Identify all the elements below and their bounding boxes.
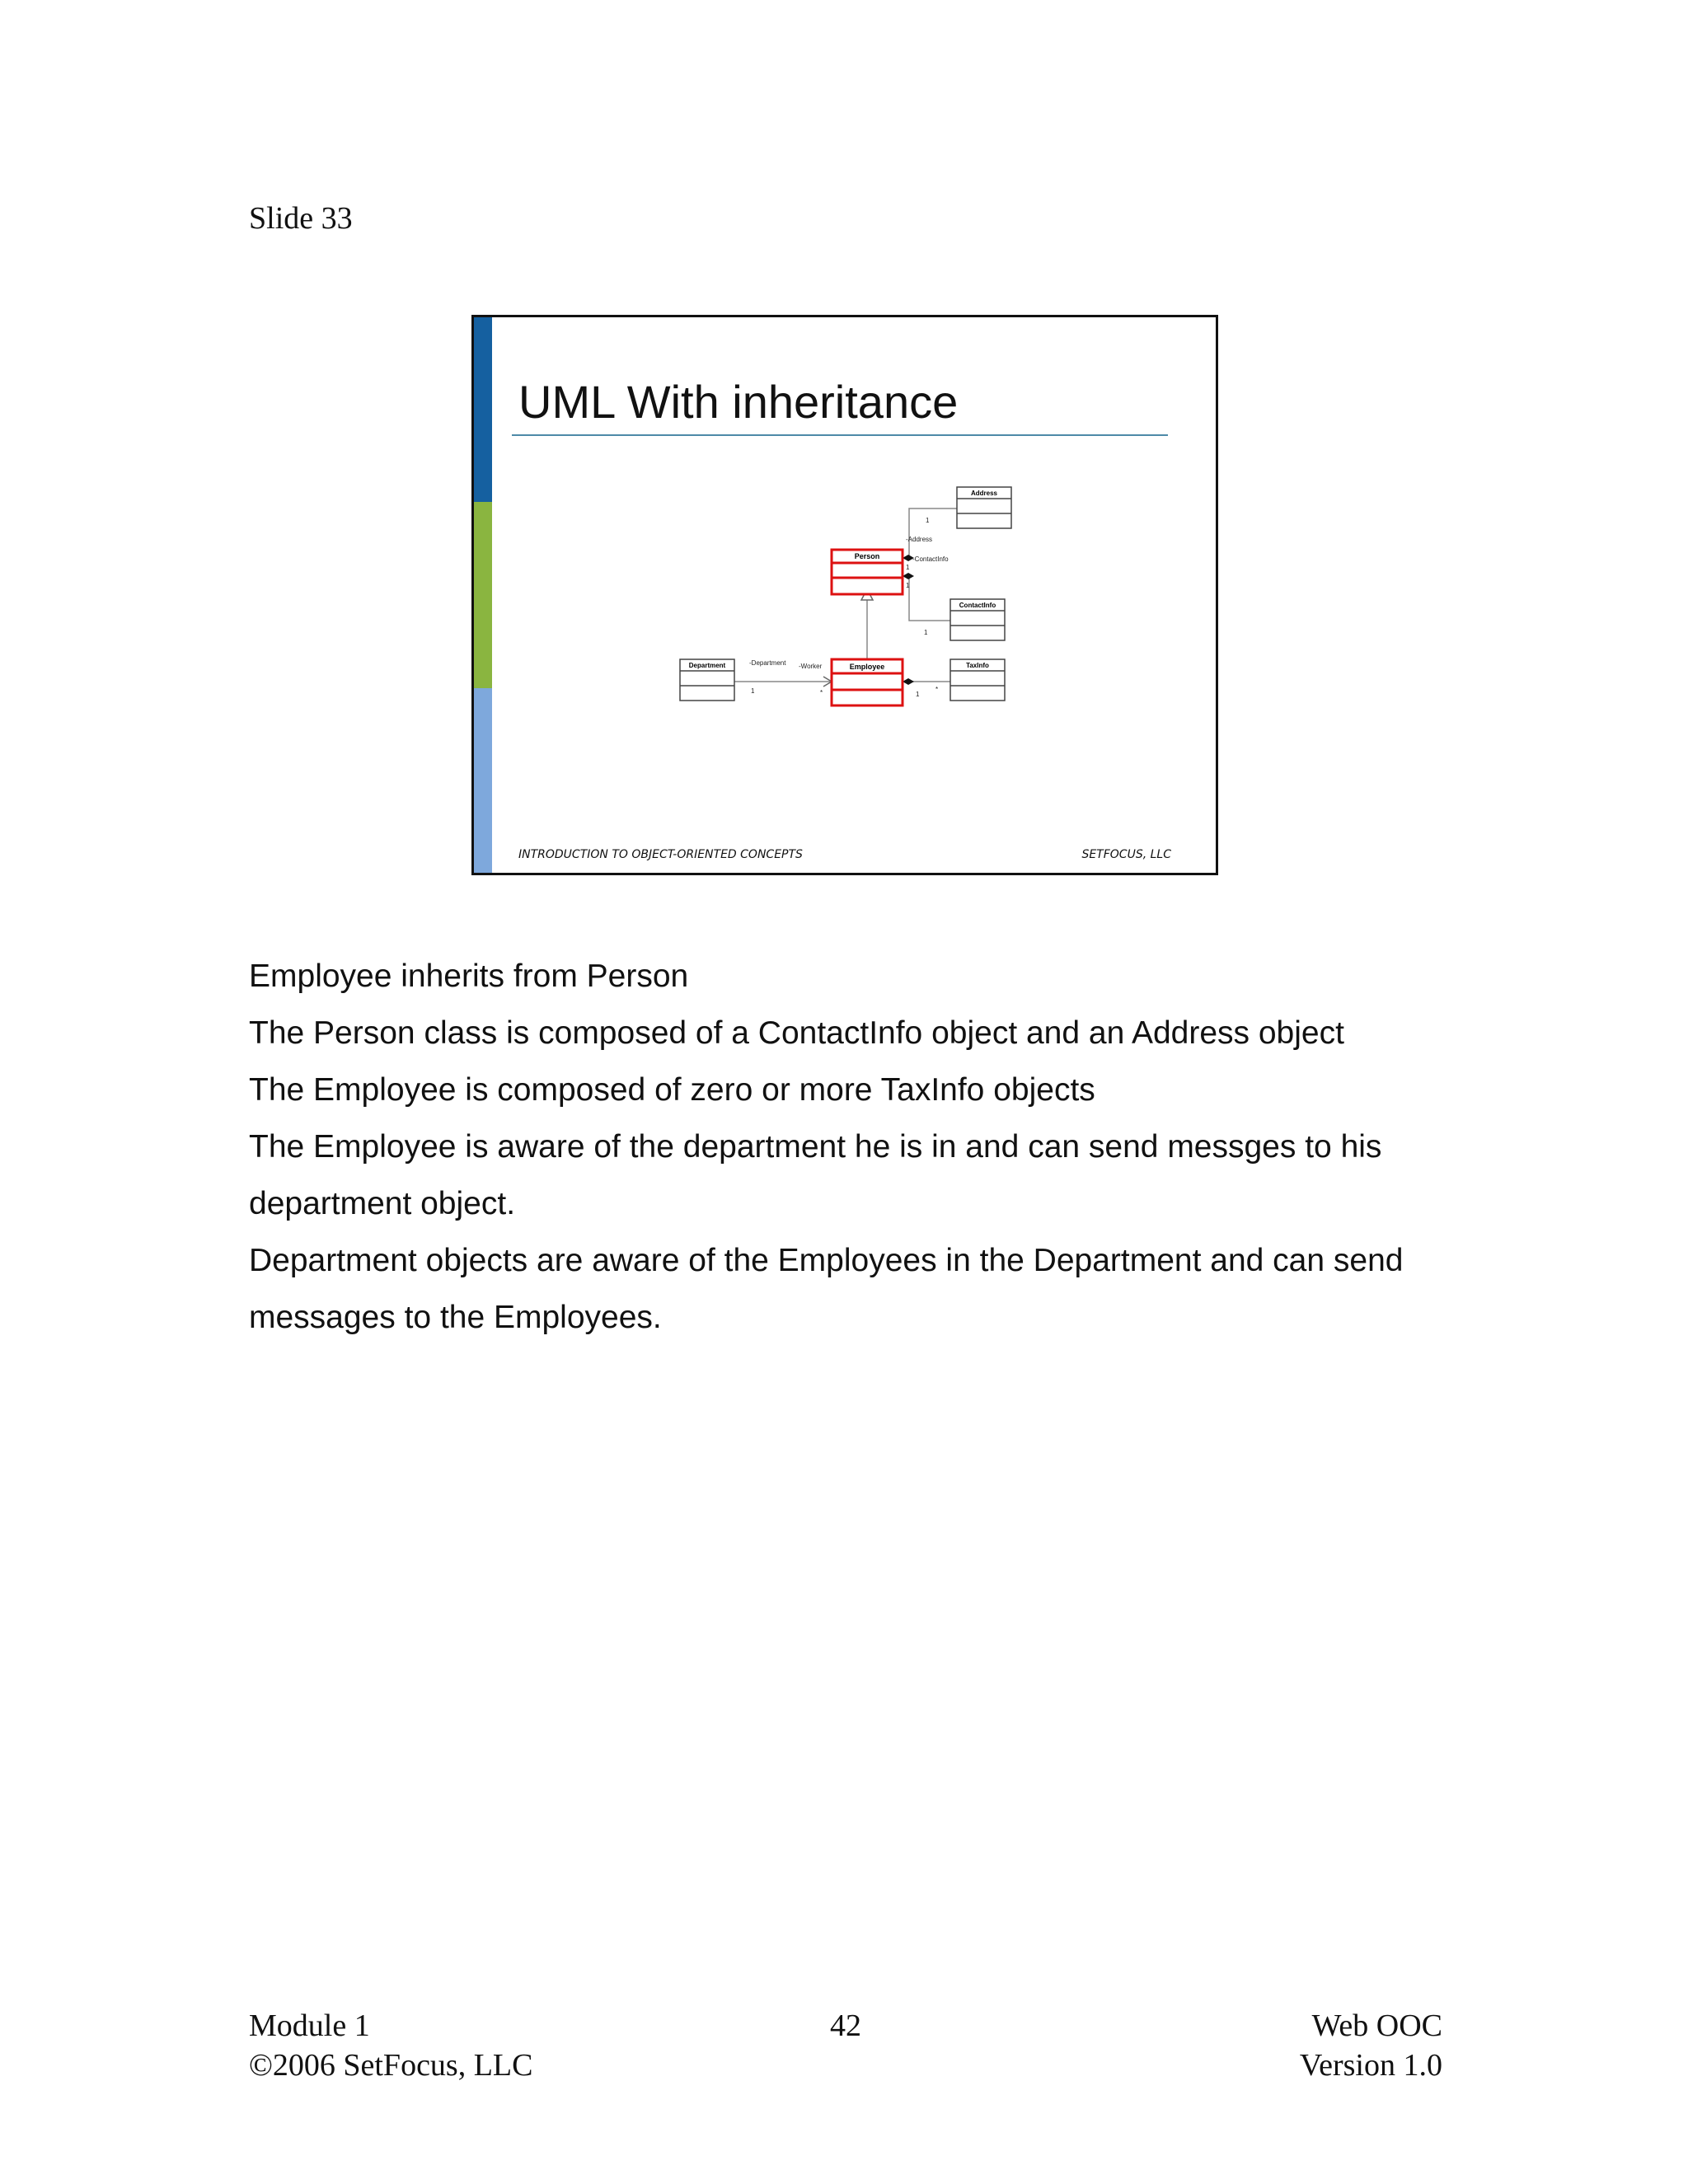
class-name-taxinfo: TaxInfo xyxy=(966,662,989,669)
class-name-department: Department xyxy=(688,662,726,669)
class-contactinfo xyxy=(950,599,1005,640)
class-person xyxy=(832,550,903,594)
footer-module: Module 1 xyxy=(249,2008,370,2043)
page-number: 42 xyxy=(830,2008,861,2043)
class-name-employee: Employee xyxy=(849,663,885,671)
association-lines xyxy=(683,509,957,682)
composition-diamond-contactinfo xyxy=(903,573,914,579)
footer-version: Version 1.0 xyxy=(1299,2048,1442,2083)
label-worker-mult: * xyxy=(820,689,823,696)
class-name-address: Address xyxy=(970,490,998,497)
class-name-person: Person xyxy=(854,552,880,560)
slide-number-label: Slide 33 xyxy=(249,201,353,236)
footer-course: Web OOC xyxy=(1311,2008,1442,2043)
label-contactinfo-mult: 1 xyxy=(924,629,928,636)
label-department-role: -Department xyxy=(749,659,786,667)
note-line: Department objects are aware of the Employees in the Department and can send xyxy=(249,1243,1404,1278)
note-line: The Employee is composed of zero or more TaxInfo objects xyxy=(249,1072,1095,1108)
note-line: department object. xyxy=(249,1186,516,1221)
footer-right xyxy=(1300,2006,1442,2085)
label-address-mult: 1 xyxy=(926,517,930,524)
label-person-contact-mult: 1 xyxy=(906,582,910,589)
footer-copyright: ©2006 SetFocus, LLC xyxy=(249,2048,533,2083)
note-line: The Person class is composed of a ContactInfo object and an Address object xyxy=(249,1015,1344,1051)
label-employee-tax-mult: 1 xyxy=(916,691,920,698)
slide-notes xyxy=(249,948,1485,1346)
label-taxinfo-mult: * xyxy=(935,686,939,693)
label-department-mult: 1 xyxy=(751,687,755,695)
slide-thumbnail xyxy=(471,315,1218,875)
label-address-role: -Address xyxy=(906,536,933,543)
class-address xyxy=(957,487,1011,528)
class-department xyxy=(680,659,734,701)
note-line: messages to the Employees. xyxy=(249,1300,662,1335)
slide-title: UML With inheritance xyxy=(518,376,959,428)
slide-footer-left: INTRODUCTION TO OBJECT-ORIENTED CONCEPTS xyxy=(518,848,803,861)
note-line: The Employee is aware of the department he is in and can send messges to his xyxy=(249,1129,1382,1165)
uml-class-diagram xyxy=(474,317,1216,873)
label-person-address-mult: 1 xyxy=(906,564,910,571)
class-name-contactinfo: ContactInfo xyxy=(959,602,996,609)
slide-footer-right: SETFOCUS, LLC xyxy=(1081,848,1171,861)
class-employee xyxy=(832,659,903,705)
label-worker-role: -Worker xyxy=(799,663,823,670)
class-taxinfo xyxy=(950,659,1005,701)
label-contactinfo-role: -ContactInfo xyxy=(912,555,949,563)
note-line: Employee inherits from Person xyxy=(249,958,689,994)
page-footer xyxy=(249,2006,1442,2088)
composition-diamond-taxinfo xyxy=(903,678,914,685)
